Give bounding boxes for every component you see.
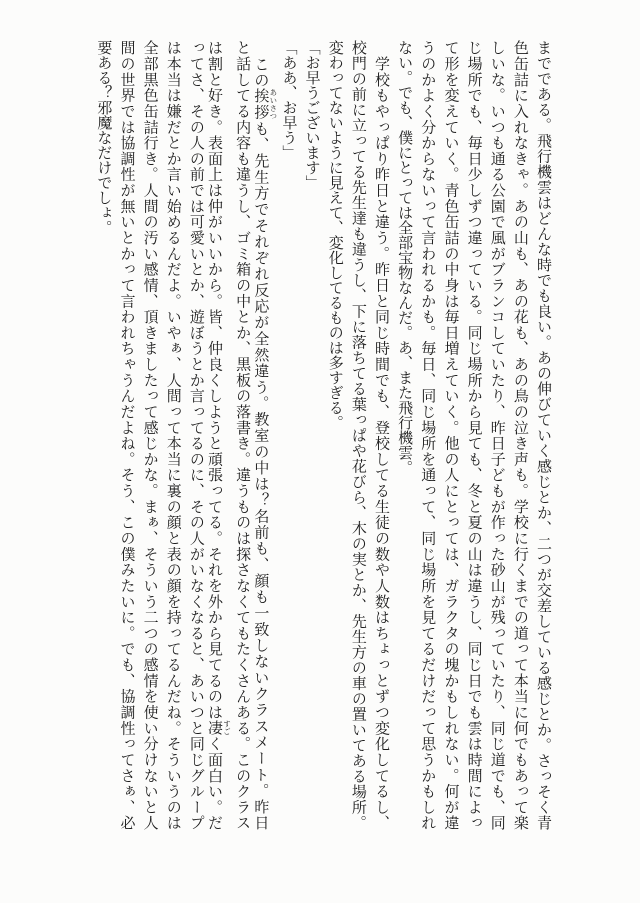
ruby-annotated-word	[252, 88, 278, 121]
text-column	[254, 40, 277, 830]
text-column	[300, 40, 323, 830]
text-run: 校門の前に立ってる先生達も違うし、下に落ちてる葉っぱや花びら、木の実とか、先生方の車の置いてある場所。	[349, 40, 368, 830]
text-column	[486, 40, 509, 830]
text-run: しいな。いつも通る公園で風がブランコしていたり、昨日子どもが作った砂山が残っていたり、同じ道でも、同	[488, 40, 507, 830]
text-run: 色缶詰に入れなきゃ。あの山も、あの花も、あの鳥の泣き声も。学校に行くまでの道って本当に何でもあって楽	[511, 40, 530, 830]
text-column	[439, 40, 462, 830]
text-run: この	[252, 40, 271, 89]
text-column	[324, 40, 347, 830]
text-run: ってさ、その人の前では可愛いとか、遊ぼうとか言ってるのに、その人がいなくなると、あいつと同じグループ	[187, 40, 206, 830]
text-column	[115, 40, 138, 830]
ruby-base: 挨拶	[252, 88, 271, 121]
text-run: 変わってないように見えて、変化してるものは多すぎる。	[326, 40, 345, 430]
text-run: 「ああ、お早う」	[280, 40, 299, 160]
text-column	[185, 40, 208, 830]
text-column	[393, 40, 416, 830]
text-run: うのかよく分からないって言われるかも。毎日、同じ場所を通って、同じ場所を見てるだけだって思うかもしれ	[419, 40, 438, 830]
ruby-base: 凄	[206, 720, 225, 736]
text-run: ない。でも、僕にとっては全部宝物なんだ。あ、また飛行機雲。	[396, 40, 415, 475]
text-column	[509, 40, 532, 830]
text-run: と話してる内容も違うし、ゴミ箱の中とか、黒板の落書き。違うものは探さなくてもたくさんある。このクラス	[234, 40, 253, 830]
text-column	[462, 40, 485, 830]
text-run: く面白い。だ	[206, 735, 225, 831]
text-run: は割と好き。表面上は仲がいいから。皆、仲良くしようと頑張ってる。それを外から見てるのは	[206, 40, 225, 721]
vertical-body-text	[92, 40, 555, 830]
text-column	[231, 40, 254, 830]
text-run: 間の世界では協調性が無いとかって言われちゃうんだよね。そう、この僕みたいに。でも、協調性ってさぁ、必	[118, 40, 137, 830]
ruby-annotated-word	[206, 720, 232, 736]
text-column	[162, 40, 185, 830]
text-column	[208, 40, 231, 830]
text-column	[370, 40, 393, 830]
text-run: じ場所でも、毎日少しずつ違っている。同じ場所から見ても、冬と夏の山は違うし、同じ日でも雲は時間によっ	[465, 40, 484, 830]
text-run: 学校もやっぱり昨日と違う。昨日と同じ時間でも、登校してる生徒の数や人数はちょっとずつ変化してるし、	[373, 40, 392, 830]
text-run: て形を変えていく。青色缶詰の中身は毎日増えていく。他の人にとっては、ガラクタの塊かもしれない。何が違	[442, 40, 461, 830]
text-column	[277, 40, 300, 830]
ruby-reading: あいさつ	[268, 88, 278, 120]
ruby-reading: すご	[222, 720, 232, 736]
text-run: 全部黒色缶詰行き。人間の汚い感情、頂きましたって感じかな。まぁ、そういう二つの感情を使い分けないと人	[141, 40, 160, 830]
text-column	[532, 40, 555, 830]
text-run: は本当は嫌だとか言い始めるんだよ。いやぁ、人間って本当に裏の顔と表の顔を持ってるんだね。そういうのは	[164, 40, 183, 830]
text-run: も、先生方でそれぞれ反応が全然違う。教室の中は？名前も、顔も一致しないクラスメート。昨日	[252, 120, 271, 831]
text-column	[92, 40, 115, 830]
text-run: 要ある？邪魔なだけでしょ。	[95, 40, 114, 235]
text-column	[138, 40, 161, 830]
text-run: 「お早うございます」	[303, 40, 322, 190]
text-column	[416, 40, 439, 830]
text-column	[347, 40, 370, 830]
text-run: までである。飛行機雲はどんな時でも良い。あの伸びていく感じとか、二つが交差している感じとか。さっそく青	[535, 40, 553, 830]
